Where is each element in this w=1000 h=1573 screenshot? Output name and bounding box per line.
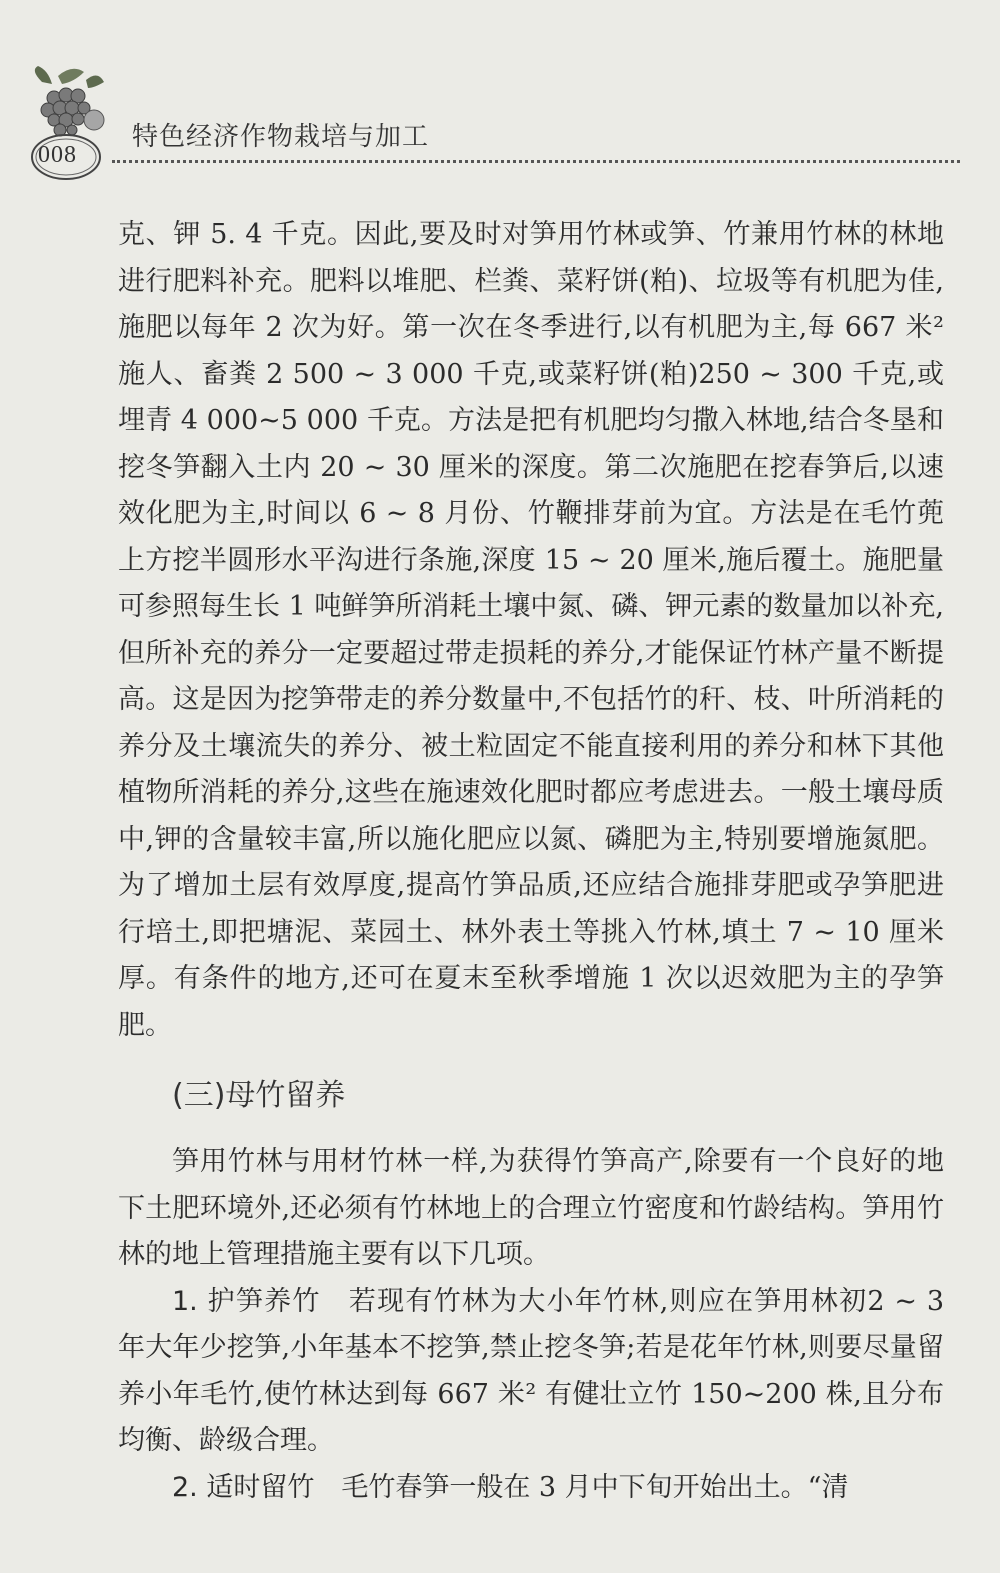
book-title: 特色经济作物栽培与加工 (132, 122, 430, 152)
page-header (0, 0, 1000, 200)
paragraph-intro: 笋用竹林与用材竹林一样,为获得竹笋高产,除要有一个良好的地下土肥环境外,还必须有竹林地上的合理立竹密度和竹龄结构。笋用竹林的地上管理措施主要有以下几项。 (118, 1146, 944, 1270)
header-dotted-rule (112, 160, 960, 163)
list-item-title: 1. 护笋养竹 (172, 1285, 321, 1317)
list-item-text: 毛竹春笋一般在 3 月中下旬开始出土。“清 (341, 1471, 849, 1503)
grape-logo-icon (28, 62, 128, 192)
section-heading: (三)母竹留养 (172, 1078, 346, 1113)
page-number: 008 (38, 142, 77, 168)
list-item-1 (118, 1279, 944, 1465)
page-body (118, 212, 944, 1511)
list-item-2 (118, 1465, 944, 1512)
list-item-text: 若现有竹林为大小年竹林,则应在笋用林初2 ~ 3 年大年少挖笋,小年基本不挖笋,禁止挖冬笋;若是花年竹林,则要尽量留养小年毛竹,使竹林达到每 667 米² 有健壮立竹 150~200 株,且分布均衡、龄级合理。 (118, 1285, 944, 1456)
list-item-title: 2. 适时留竹 (172, 1471, 315, 1503)
paragraph-fertilizer: 克、钾 5. 4 千克。因此,要及时对笋用竹林或笋、竹兼用竹林的林地进行肥料补充。肥料以堆肥、栏粪、菜籽饼(粕)、垃圾等有机肥为佳,施肥以每年 2 次为好。第一次在冬季进行,以有机肥为主,每 667 米² 施人、畜粪 2 500 ~ 3 000 千克,或菜籽饼(粕)250 ~ 300 千克,或埋青 4 000~5 000 千克。方法是把有机肥均匀撒入林地,结合冬垦和挖冬笋翻入土内 20 ~ 30 厘米的深度。第二次施肥在挖春笋后,以速效化肥为主,时间以 6 ~ 8 月份、竹鞭排芽前为宜。方法是在毛竹蔸上方挖半圆形水平沟进行条施,深度 15 ~ 20 厘米,施后覆土。施肥量可参照每生长 1 吨鲜笋所消耗土壤中氮、磷、钾元素的数量加以补充,但所补充的养分一定要超过带走损耗的养分,才能保证竹林产量不断提高。这是因为挖笋带走的养分数量中,不包括竹的秆、枝、叶所消耗的养分及土壤流失的养分、被土粒固定不能直接利用的养分和林下其他植物所消耗的养分,这些在施速效化肥时都应考虑进去。一般土壤母质中,钾的含量较丰富,所以施化肥应以氮、磷肥为主,特别要增施氮肥。为了增加土层有效厚度,提高竹笋品质,还应结合施排芽肥或孕笋肥进行培土,即把塘泥、菜园土、林外表土等挑入竹林,填土 7 ~ 10 厘米厚。有条件的地方,还可在夏末至秋季增施 1 次以迟效肥为主的孕笋肥。 (118, 219, 944, 1041)
